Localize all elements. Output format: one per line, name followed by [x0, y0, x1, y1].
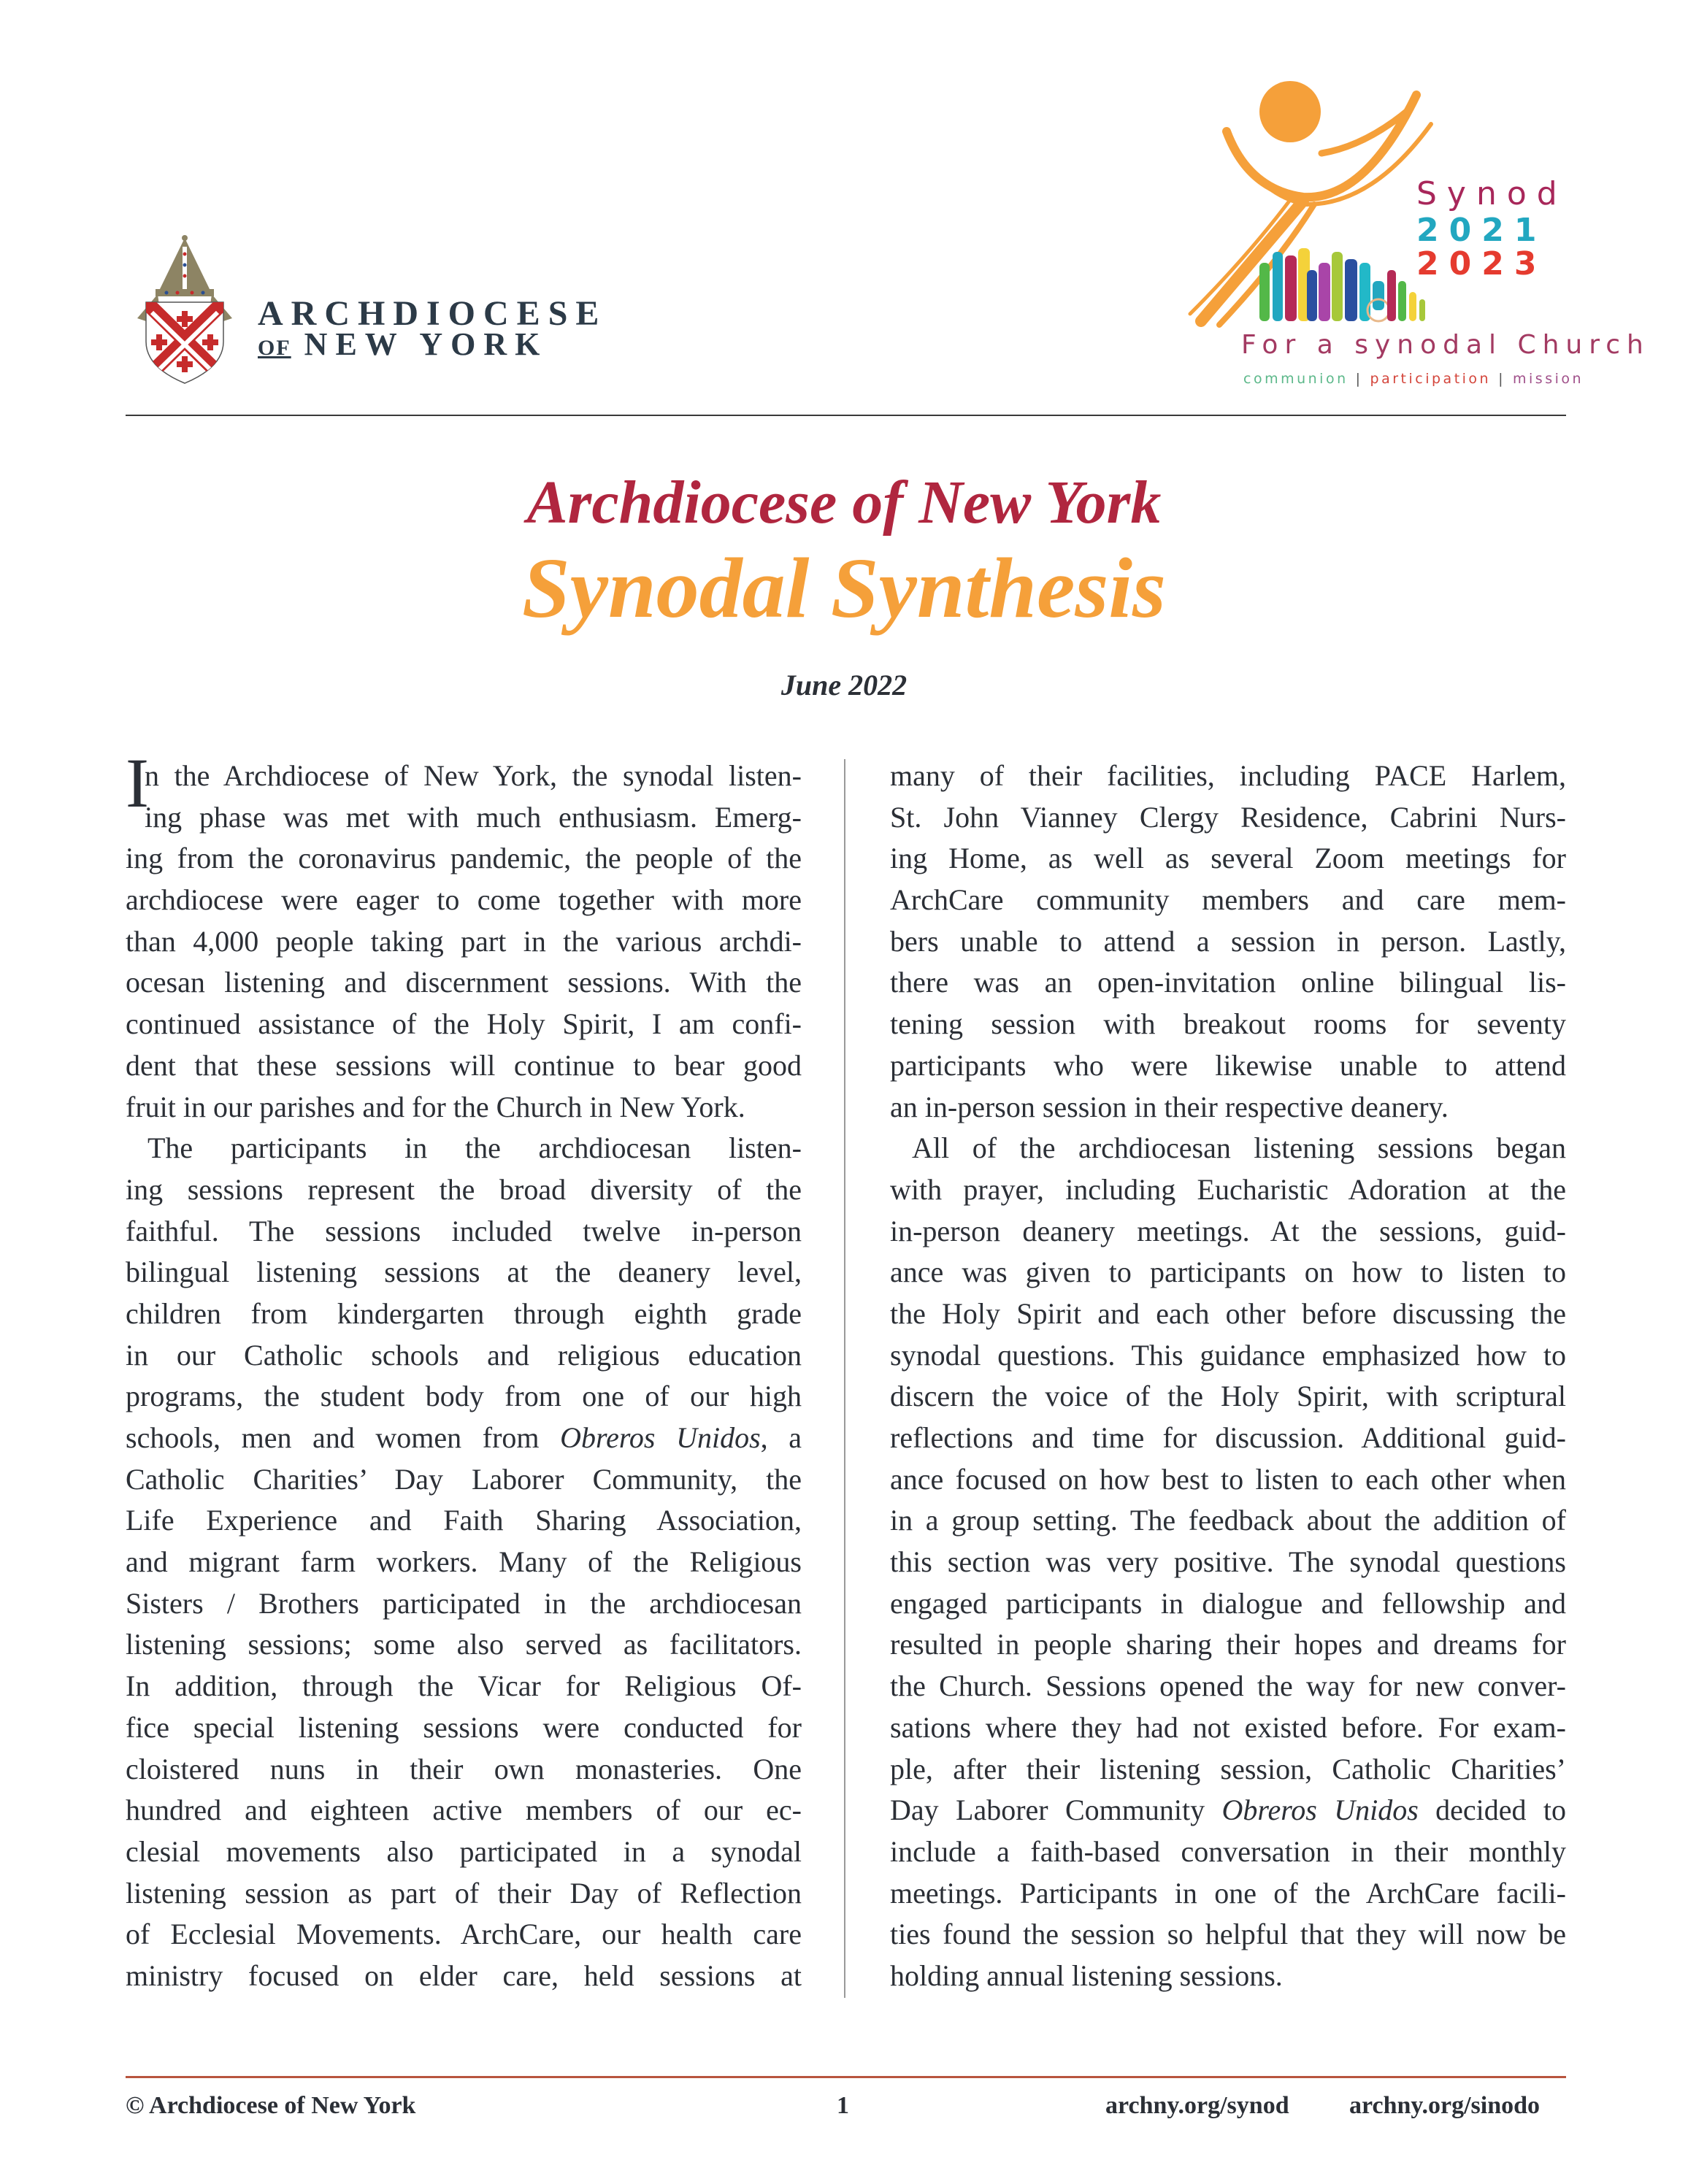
text-line-content: bilingual listening sessions at the deanery level, [126, 1256, 802, 1289]
text-line-content: fice special listening sessions were conducted for [126, 1710, 802, 1744]
text-line-content: All of the archdiocesan listening sessions began [912, 1131, 1566, 1165]
org-name-newyork: NEW YORK [304, 326, 548, 362]
text-line [126, 1500, 802, 1542]
text-line-content: ance was given to participants on how to listen to [890, 1256, 1566, 1289]
text-line [126, 921, 802, 963]
text-line-content: n the Archdiocese of New York, the synodal listen- [145, 759, 802, 792]
page-number: 1 [837, 2092, 849, 2119]
text-line [890, 1500, 1566, 1542]
text-line-content: ties found the session so helpful that they will now be [890, 1918, 1566, 1951]
paragraph [890, 1128, 1566, 1996]
footer-divider [126, 2076, 1566, 2078]
text-line-content: dent that these sessions will continue to bear good [126, 1048, 802, 1082]
text-line-content: discern the voice of the Holy Spirit, with scriptural [890, 1380, 1566, 1413]
text-line-content: in-person deanery meetings. At the sessions, guid- [890, 1214, 1566, 1247]
text-line-content: ArchCare community members and care mem- [890, 883, 1566, 917]
drop-cap: I [126, 744, 149, 822]
synod-sub-separator: | [1355, 371, 1363, 387]
text-line [890, 1128, 1566, 1169]
text-segment: Day Laborer Community [890, 1793, 1222, 1827]
text-line-content: holding annual listening sessions. [890, 1958, 1283, 1992]
text-line-content: programs, the student body from one of our high [126, 1380, 802, 1413]
text-line [890, 755, 1566, 797]
text-line [890, 1583, 1566, 1625]
text-line-content: bers unable to attend a session in person. Lastly, [890, 924, 1566, 958]
text-line-content: participants who were likewise unable to attend [890, 1048, 1566, 1082]
text-line [126, 1211, 802, 1253]
text-line-content: synodal questions. This guidance emphasized how to [890, 1338, 1566, 1372]
synod-logo-year-end: 2023 [1416, 245, 1547, 282]
text-line-content: fruit in our parishes and for the Church in New York. [126, 1090, 745, 1123]
text-line-content: there was an open-invitation online bilingual lis- [890, 966, 1566, 999]
text-line-content: ministry focused on elder care, held sessions at [126, 1958, 802, 1992]
text-line-content: children from kindergarten through eighth grade [126, 1296, 802, 1330]
text-line [890, 1169, 1566, 1211]
synod-sub-mission: mission [1513, 371, 1584, 387]
text-line [126, 1707, 802, 1749]
synod-logo-word: Synod [1416, 175, 1568, 212]
text-line [890, 962, 1566, 1004]
text-line-content: listening sessions; some also served as facilitators. [126, 1628, 802, 1661]
text-line-content: and migrant farm workers. Many of the Religious [126, 1545, 802, 1579]
text-line [890, 1831, 1566, 1873]
org-name-of: OF [258, 336, 291, 360]
text-line [126, 962, 802, 1004]
org-name-line1: ARCHDIOCESE [258, 294, 607, 333]
text-line [890, 1707, 1566, 1749]
text-line [126, 1045, 802, 1087]
text-line [890, 1914, 1566, 1956]
paragraph [126, 1128, 802, 1996]
text-line-content: ance focused on how best to listen to each other when [890, 1462, 1566, 1496]
text-line-content [126, 1418, 802, 1459]
text-line-content: ple, after their listening session, Catholic Charities’ [890, 1752, 1566, 1785]
text-line-content: sations where they had not existed before. For exam- [890, 1710, 1566, 1744]
footer-link-sinodo[interactable]: archny.org/sinodo [1349, 2092, 1541, 2119]
text-line-content: in our Catholic schools and religious education [126, 1338, 802, 1372]
text-line [890, 1252, 1566, 1293]
text-line-content: ing sessions represent the broad diversity of the [126, 1172, 802, 1206]
text-line-content [890, 1790, 1566, 1831]
text-line [126, 755, 802, 797]
synod-logo-tagline: For a synodal Church [1241, 330, 1650, 360]
text-segment: decided to [1418, 1793, 1567, 1827]
text-line-content: Life Experience and Faith Sharing Association, [126, 1504, 802, 1537]
text-line [890, 1335, 1566, 1377]
text-line-content: with prayer, including Eucharistic Adoration at the [890, 1172, 1566, 1206]
italic-phrase: Obreros Unidos [1221, 1793, 1419, 1827]
text-line [126, 1004, 802, 1045]
text-line-content: ing from the coronavirus pandemic, the people of the [126, 842, 802, 875]
text-line [890, 1873, 1566, 1915]
text-line [126, 1914, 802, 1956]
text-line-content: archdiocese were eager to come together with more [126, 883, 802, 917]
text-line [126, 1128, 802, 1169]
text-line [126, 1583, 802, 1625]
text-line [890, 1293, 1566, 1335]
text-line [890, 797, 1566, 839]
archdiocese-crest-logo [130, 232, 239, 385]
text-segment: schools, men and women from [126, 1421, 561, 1454]
text-line [890, 880, 1566, 921]
footer-link-synod[interactable]: archny.org/synod [1105, 2092, 1289, 2119]
text-line [890, 921, 1566, 963]
text-line-content: meetings. Participants in one of the ArchCare facili- [890, 1876, 1566, 1910]
text-line [126, 1459, 802, 1501]
text-line [126, 880, 802, 921]
text-line [890, 1956, 1566, 1997]
text-line [126, 1087, 802, 1128]
text-line-content: in a group setting. The feedback about the addition of [890, 1504, 1566, 1537]
text-line [126, 1418, 802, 1459]
text-line-content: Catholic Charities’ Day Laborer Community, the [126, 1462, 802, 1496]
text-line-content: ocesan listening and discernment sessions. With the [126, 966, 802, 999]
text-line-content: an in-person session in their respective deanery. [890, 1090, 1449, 1123]
paragraph [890, 755, 1566, 1128]
text-line [126, 1542, 802, 1583]
text-line-content: Sisters / Brothers participated in the archdiocesan [126, 1586, 802, 1620]
synod-sub-communion: communion [1243, 371, 1349, 387]
text-line-content: the Church. Sessions opened the way for new conver- [890, 1669, 1566, 1703]
italic-phrase: Obreros Unidos [560, 1421, 761, 1454]
text-line [890, 1666, 1566, 1707]
text-line [890, 1542, 1566, 1583]
text-line [126, 1293, 802, 1335]
synod-sub-separator: | [1498, 371, 1506, 387]
text-line [890, 1045, 1566, 1087]
text-line-content: listening session as part of their Day of Reflection [126, 1876, 802, 1910]
synod-logo-year-start: 2021 [1416, 212, 1547, 249]
text-line-content: than 4,000 people taking part in the various archdi- [126, 924, 802, 958]
text-line-content: reflections and time for discussion. Additional guid- [890, 1421, 1566, 1454]
text-line-content: many of their facilities, including PACE Harlem, [890, 759, 1566, 792]
text-line-content: this section was very positive. The synodal questions [890, 1545, 1566, 1579]
text-line [126, 1790, 802, 1831]
text-line [126, 1624, 802, 1666]
text-line-content: St. John Vianney Clergy Residence, Cabrini Nurs- [890, 800, 1566, 834]
text-line-content: engaged participants in dialogue and fellowship and [890, 1586, 1566, 1620]
text-line [126, 1749, 802, 1791]
text-line [890, 1624, 1566, 1666]
text-line-content: ing Home, as well as several Zoom meetings for [890, 842, 1566, 875]
text-line [890, 1459, 1566, 1501]
header-divider [126, 415, 1566, 416]
text-line [890, 838, 1566, 880]
text-line [890, 1376, 1566, 1418]
column-divider [844, 759, 845, 1998]
document-subtitle: Synodal Synthesis [522, 540, 1166, 636]
text-line-content: In addition, through the Vicar for Religious Of- [126, 1669, 802, 1703]
document-date: June 2022 [780, 669, 908, 701]
text-line [126, 1335, 802, 1377]
document-title: Archdiocese of New York [526, 469, 1162, 537]
text-line-content: The participants in the archdiocesan listen- [147, 1131, 802, 1165]
paragraph [126, 755, 802, 1128]
text-line [126, 1169, 802, 1211]
text-line-content: tening session with breakout rooms for seventy [890, 1007, 1566, 1041]
text-line [890, 1004, 1566, 1045]
text-line [126, 1376, 802, 1418]
body-column-left [126, 755, 802, 1997]
text-line [890, 1211, 1566, 1253]
text-line-content: include a faith-based conversation in their monthly [890, 1834, 1566, 1868]
text-line-content: ing phase was met with much enthusiasm. Emerg- [145, 800, 802, 834]
synod-logo-subtitle [1243, 371, 1584, 387]
text-line-content: cloistered nuns in their own monasteries. One [126, 1752, 802, 1785]
text-line-content: continued assistance of the Holy Spirit, I am confi- [126, 1007, 802, 1041]
text-line [126, 1666, 802, 1707]
text-line-content: hundred and eighteen active members of our ec- [126, 1793, 802, 1827]
text-line [890, 1087, 1566, 1128]
text-line-content: clesial movements also participated in a synodal [126, 1834, 802, 1868]
text-line [126, 1873, 802, 1915]
synod-sub-participation: participation [1370, 371, 1492, 387]
text-line [126, 1252, 802, 1293]
body-column-right [890, 755, 1566, 1997]
text-line [890, 1790, 1566, 1831]
text-line [890, 1749, 1566, 1791]
synod-logo-art [1175, 51, 1438, 336]
text-line [126, 797, 802, 839]
text-line [890, 1418, 1566, 1459]
text-line [126, 1956, 802, 1997]
text-line [126, 1831, 802, 1873]
org-name-line2 [258, 326, 548, 363]
text-line-content: faithful. The sessions included twelve in-person [126, 1214, 802, 1247]
text-line-content: of Ecclesial Movements. ArchCare, our health care [126, 1918, 802, 1951]
text-line [126, 838, 802, 880]
text-line-content: resulted in people sharing their hopes and dreams for [890, 1628, 1566, 1661]
text-line-content: the Holy Spirit and each other before discussing the [890, 1296, 1566, 1330]
text-segment: , a [760, 1421, 802, 1454]
footer-copyright: © Archdiocese of New York [126, 2092, 416, 2119]
